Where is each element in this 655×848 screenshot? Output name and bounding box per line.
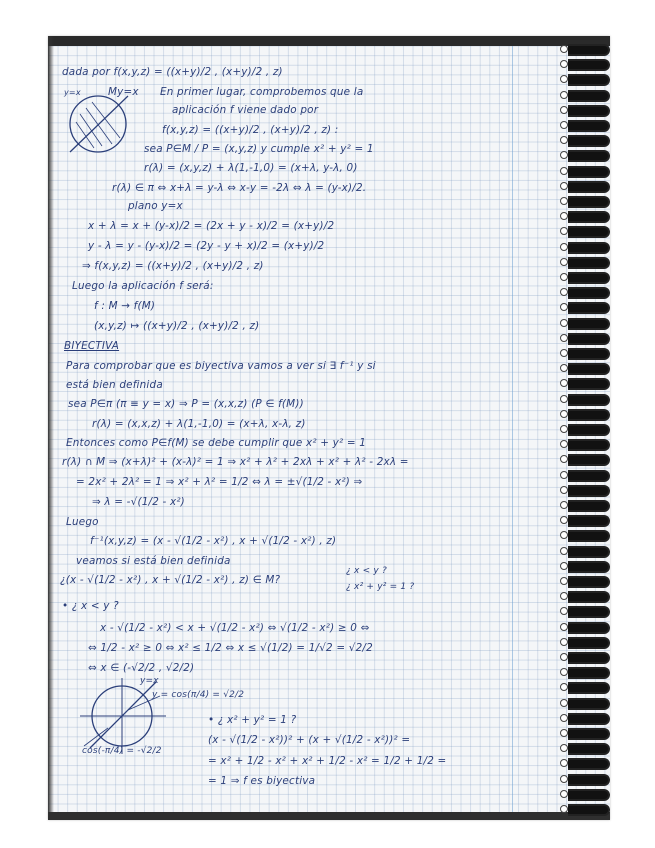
note-line: sea P∈M / P = (x,y,z) y cumple x² + y² = 1 xyxy=(144,143,374,155)
spiral-coil xyxy=(568,196,610,208)
spiral-coil xyxy=(568,515,610,527)
spiral-coil xyxy=(568,758,610,770)
note-line: Entonces como P∈f(M) se debe cumplir que x² + y² = 1 xyxy=(66,437,367,449)
spiral-coil xyxy=(568,59,610,71)
figure-label: y=x xyxy=(140,676,159,686)
spiral-coil xyxy=(568,485,610,497)
note-line: Luego la aplicación f será: xyxy=(72,280,214,292)
binding-hole xyxy=(560,471,568,479)
note-line: ¿ x² + y² = 1 ? xyxy=(346,582,415,592)
binding-hole xyxy=(560,227,568,235)
spiral-coil xyxy=(568,287,610,299)
spiral-coil xyxy=(568,166,610,178)
note-line: = x² + 1/2 - x² + x² + 1/2 - x² = 1/2 + 1/2 = xyxy=(208,755,447,767)
binding-hole xyxy=(560,425,568,433)
binding-hole xyxy=(560,410,568,418)
spiral-coil xyxy=(568,530,610,542)
spiral-coil xyxy=(568,546,610,558)
spiral-coil xyxy=(568,44,610,56)
figure-label: y=x xyxy=(64,88,81,97)
spiral-coil xyxy=(568,774,610,786)
binding-hole xyxy=(560,623,568,631)
binding-hole xyxy=(560,91,568,99)
spiral-coil xyxy=(568,561,610,573)
binding-hole xyxy=(560,395,568,403)
spiral-coil xyxy=(568,500,610,512)
note-line: r(λ) ∩ M ⇒ (x+λ)² + (x-λ)² = 1 ⇒ x² + λ² + 2xλ + x² + λ² - 2xλ = xyxy=(62,456,409,468)
note-line: y - λ = y - (y-x)/2 = (2y - y + x)/2 = (x+y)/2 xyxy=(88,240,325,252)
spiral-coil xyxy=(568,242,610,254)
note-line: = 2x² + 2λ² = 1 ⇒ x² + λ² = 1/2 ⇔ λ = ±√(1/2 - x²) ⇒ xyxy=(76,476,363,488)
note-line: Para comprobar que es biyectiva vamos a ver si ∃ f⁻¹ y si xyxy=(66,360,376,372)
binding-hole xyxy=(560,151,568,159)
page-bottom-edge xyxy=(48,812,610,820)
binding-hole xyxy=(560,303,568,311)
binding-hole xyxy=(560,638,568,646)
spiral-coil xyxy=(568,698,610,710)
spiral-coil xyxy=(568,667,610,679)
note-line: veamos si está bien definida xyxy=(76,555,231,567)
binding-hole xyxy=(560,486,568,494)
figure-label: cos(-π/4) = -√2/2 xyxy=(82,746,162,756)
note-line: ¿(x - √(1/2 - x²) , x + √(1/2 - x²) , z) ∈ M? xyxy=(60,574,281,586)
spiral-coil xyxy=(568,743,610,755)
spiral-coil xyxy=(568,713,610,725)
binding-hole xyxy=(560,668,568,676)
note-line: dada por f(x,y,z) = ((x+y)/2 , (x+y)/2 , z) xyxy=(62,66,283,78)
note-line: ⇒ f(x,y,z) = ((x+y)/2 , (x+y)/2 , z) xyxy=(82,260,264,272)
spiral-coil xyxy=(568,394,610,406)
binding-hole xyxy=(560,790,568,798)
note-line: My=x xyxy=(108,86,139,98)
spiral-coil xyxy=(568,424,610,436)
spiral-coil xyxy=(568,637,610,649)
note-line: aplicación f viene dado por xyxy=(172,104,319,116)
spiral-coil xyxy=(568,363,610,375)
binding-hole xyxy=(560,683,568,691)
spiral-coil xyxy=(568,302,610,314)
note-line: f : M → f(M) xyxy=(94,300,156,312)
spiral-coil xyxy=(568,439,610,451)
note-line: r(λ) = (x,y,z) + λ(1,-1,0) = (x+λ, y-λ, 0) xyxy=(144,162,358,174)
spiral-coil xyxy=(568,257,610,269)
binding-hole xyxy=(560,607,568,615)
note-line: x + λ = x + (y-x)/2 = (2x + y - x)/2 = (x+y)/2 xyxy=(88,220,335,232)
spiral-binding xyxy=(566,40,610,816)
binding-hole xyxy=(560,501,568,509)
note-line: • ¿ x² + y² = 1 ? xyxy=(208,714,297,726)
note-line: (x,y,z) ↦ ((x+y)/2 , (x+y)/2 , z) xyxy=(94,320,260,332)
binding-hole xyxy=(560,60,568,68)
note-line: f⁻¹(x,y,z) = (x - √(1/2 - x²) , x + √(1/2 - x²) , z) xyxy=(90,535,337,547)
note-line: En primer lugar, comprobemos que la xyxy=(160,86,364,98)
binding-hole xyxy=(560,699,568,707)
spiral-coil xyxy=(568,135,610,147)
note-line: Luego xyxy=(66,516,99,528)
binding-hole xyxy=(560,243,568,251)
note-line: ⇒ λ = -√(1/2 - x²) xyxy=(92,496,185,508)
binding-hole xyxy=(560,273,568,281)
spiral-coil xyxy=(568,226,610,238)
spiral-coil xyxy=(568,272,610,284)
binding-hole xyxy=(560,379,568,387)
binding-hole xyxy=(560,75,568,83)
binding-hole xyxy=(560,547,568,555)
spiral-coil xyxy=(568,576,610,588)
binding-hole xyxy=(560,775,568,783)
spiral-coil xyxy=(568,804,610,816)
note-line: f(x,y,z) = ((x+y)/2 , (x+y)/2 , z) : xyxy=(162,124,339,136)
binding-hole xyxy=(560,759,568,767)
binding-hole xyxy=(560,805,568,813)
binding-hole xyxy=(560,45,568,53)
spiral-coil xyxy=(568,150,610,162)
note-line: • ¿ x < y ? xyxy=(62,600,119,612)
binding-hole xyxy=(560,121,568,129)
binding-hole xyxy=(560,729,568,737)
spiral-coil xyxy=(568,333,610,345)
binding-hole xyxy=(560,136,568,144)
binding-hole xyxy=(560,562,568,570)
note-line: = 1 ⇒ f es biyectiva xyxy=(208,775,316,787)
margin-line xyxy=(512,46,513,812)
binding-hole xyxy=(560,592,568,600)
binding-hole xyxy=(560,182,568,190)
note-line: está bien definida xyxy=(66,379,163,391)
note-line: plano y=x xyxy=(128,200,183,212)
spiral-coil xyxy=(568,652,610,664)
spiral-coil xyxy=(568,622,610,634)
note-line: ¿ x < y ? xyxy=(346,566,387,576)
circle-sketch-bottom xyxy=(78,676,168,756)
note-line: r(λ) ∈ π ⇔ x+λ = y-λ ⇔ x-y = -2λ ⇔ λ = (y-x)/2. xyxy=(112,182,367,194)
figure-label: y = cos(π/4) = √2/2 xyxy=(152,690,245,700)
binding-hole xyxy=(560,744,568,752)
note-line: ⇔ 1/2 - x² ≥ 0 ⇔ x² ≤ 1/2 ⇔ x ≤ √(1/2) = 1/√2 = √2/2 xyxy=(88,642,373,654)
spiral-coil xyxy=(568,591,610,603)
binding-hole xyxy=(560,319,568,327)
binding-hole xyxy=(560,516,568,524)
spiral-coil xyxy=(568,181,610,193)
page-top-edge xyxy=(48,36,610,46)
spiral-coil xyxy=(568,105,610,117)
binding-hole xyxy=(560,258,568,266)
spiral-coil xyxy=(568,211,610,223)
spiral-coil xyxy=(568,318,610,330)
binding-hole xyxy=(560,106,568,114)
binding-hole xyxy=(560,577,568,585)
binding-hole xyxy=(560,197,568,205)
binding-hole xyxy=(560,288,568,296)
spiral-coil xyxy=(568,470,610,482)
page-left-shadow xyxy=(48,36,54,820)
binding-hole xyxy=(560,212,568,220)
binding-hole xyxy=(560,653,568,661)
note-line: (x - √(1/2 - x²))² + (x + √(1/2 - x²))² = xyxy=(208,734,411,746)
note-line: ⇔ x ∈ (-√2/2 , √2/2) xyxy=(88,662,195,674)
binding-hole xyxy=(560,334,568,342)
spiral-coil xyxy=(568,90,610,102)
note-line: x - √(1/2 - x²) < x + √(1/2 - x²) ⇔ √(1/2 - x²) ≥ 0 ⇔ xyxy=(100,622,370,634)
spiral-coil xyxy=(568,74,610,86)
note-line: sea P∈π (π ≡ y = x) ⇒ P = (x,x,z) (P ∈ f(M)) xyxy=(68,398,304,410)
spiral-coil xyxy=(568,409,610,421)
spiral-coil xyxy=(568,378,610,390)
note-line: r(λ) = (x,x,z) + λ(1,-1,0) = (x+λ, x-λ, z) xyxy=(92,418,306,430)
spiral-coil xyxy=(568,120,610,132)
spiral-coil xyxy=(568,789,610,801)
spiral-coil xyxy=(568,348,610,360)
section-heading: BIYECTIVA xyxy=(64,340,120,352)
binding-hole xyxy=(560,714,568,722)
binding-hole xyxy=(560,531,568,539)
spiral-coil xyxy=(568,728,610,740)
binding-hole xyxy=(560,349,568,357)
binding-hole xyxy=(560,440,568,448)
binding-hole xyxy=(560,455,568,463)
binding-hole xyxy=(560,364,568,372)
binding-hole xyxy=(560,167,568,175)
spiral-coil xyxy=(568,454,610,466)
spiral-coil xyxy=(568,606,610,618)
spiral-coil xyxy=(568,682,610,694)
